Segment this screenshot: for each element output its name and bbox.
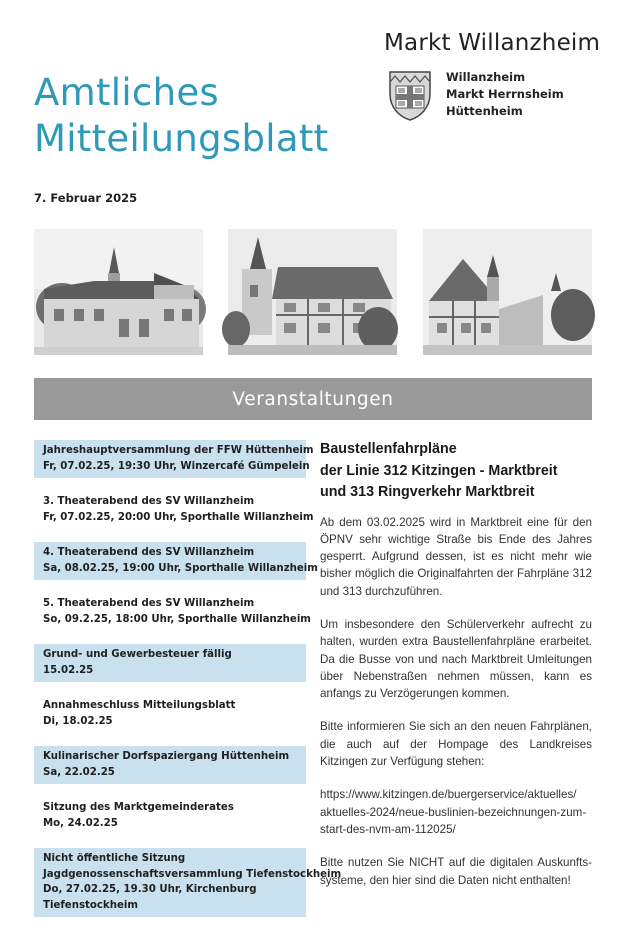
section-banner-label: Veranstaltungen [232, 388, 394, 410]
village-list [446, 69, 564, 120]
photo-half-timbered-house [423, 229, 592, 355]
title-line-2: Mitteilungsblatt [34, 117, 329, 160]
article-paragraph: Ab dem 03.02.2025 wird in Marktbreit eine für den ÖPNV sehr wichtige Straße bis Ende des Jahres gesperrt. Aufgrund dessen, ist es nicht mehr wie bisher möglich die Originalfahrten der Fahrpläne 312 und 313 durchzuführen. [320, 515, 592, 598]
title-line-1: Amtliches [34, 71, 219, 114]
article-paragraph: Um insbesondere den Schülerverkehr aufrecht zu halten, wurden extra Baustellenfahrpläne erarbeitet. Da die Busse von und nach Marktbreit Umleitungen über Nebenstraßen nehmen müssen, kann es anfangs zu Verzögerungen kommen. [320, 617, 592, 701]
article-heading [320, 439, 592, 504]
event-details: So, 09.2.25, 18:00 Uhr, Sporthalle Willanzheim [43, 613, 311, 625]
event-item [34, 644, 306, 682]
event-item [34, 797, 306, 835]
event-details: 15.02.25 [43, 664, 94, 676]
events-list [34, 440, 342, 930]
event-item [34, 593, 311, 631]
article-link-line[interactable]: start-des-nvm-am-112025/ [320, 822, 456, 836]
photo-church-square [228, 229, 397, 355]
article-paragraph: Bitte nutzen Sie NICHT auf die digitalen Auskunfts-systeme, den hier sind die Daten nicht enthalten! [320, 856, 592, 887]
article-link[interactable] [320, 786, 592, 838]
event-title: Nicht öffentliche Sitzung [43, 853, 186, 864]
coat-of-arms-icon [388, 70, 432, 122]
event-location: Tiefenstockheim [43, 899, 138, 911]
section-banner [34, 378, 592, 420]
event-item [34, 491, 314, 529]
article-link-line[interactable]: aktuelles-2024/neue-buslinien-bezeichnungen-zum- [320, 805, 587, 819]
event-details: Di, 18.02.25 [43, 715, 113, 727]
event-item [34, 695, 306, 733]
event-title: Sitzung des Marktgemeinderates [43, 802, 234, 813]
event-item [34, 440, 314, 478]
photo-village-hall [34, 229, 203, 355]
event-item [34, 848, 342, 917]
article-heading-line: und 313 Ringverkehr Marktbreit [320, 484, 535, 500]
event-title: Kulinarischer Dorfspaziergang Hüttenheim [43, 751, 290, 762]
article-paragraph: Bitte informieren Sie sich an den neuen Fahrplänen, die auch auf der Hompage des Landkreises Kitzingen zur Verfügung stehen: [320, 720, 592, 769]
issue-date: 7. Februar 2025 [34, 191, 138, 205]
article-link-line[interactable]: https://www.kitzingen.de/buergerservice/aktuelles/ [320, 788, 577, 802]
event-details: Sa, 08.02.25, 19:00 Uhr, Sporthalle Willanzheim [43, 562, 318, 574]
event-subtitle: Jagdgenossenschaftsversammlung Tiefenstockheim [43, 868, 342, 880]
event-title: 5. Theaterabend des SV Willanzheim [43, 598, 255, 609]
event-details: Do, 27.02.25, 19.30 Uhr, Kirchenburg [43, 884, 257, 895]
event-details: Sa, 22.02.25 [43, 766, 115, 778]
article [320, 439, 592, 905]
article-heading-line: der Linie 312 Kitzingen - Marktbreit [320, 462, 558, 479]
event-details: Mo, 24.02.25 [43, 817, 118, 829]
article-heading-line: Baustellenfahrpläne [320, 441, 457, 457]
village-3: Hüttenheim [446, 104, 523, 118]
event-details: Fr, 07.02.25, 19:30 Uhr, Winzercafé Gümpelein [43, 460, 310, 472]
event-title: Jahreshauptversammlung der FFW Hüttenheim [43, 445, 314, 456]
village-1: Willanzheim [446, 70, 526, 84]
brand-name: Markt Willanzheim [384, 30, 601, 56]
event-item [34, 746, 306, 784]
event-item [34, 542, 318, 580]
event-details: Fr, 07.02.25, 20:00 Uhr, Sporthalle Willanzheim [43, 511, 314, 523]
event-title: Grund- und Gewerbesteuer fällig [43, 649, 232, 660]
page-title [34, 70, 328, 162]
event-title: 4. Theaterabend des SV Willanzheim [43, 547, 255, 558]
event-title: Annahmeschluss Mitteilungsblatt [43, 700, 236, 711]
village-2: Markt Herrnsheim [446, 87, 564, 101]
event-title: 3. Theaterabend des SV Willanzheim [43, 496, 255, 507]
